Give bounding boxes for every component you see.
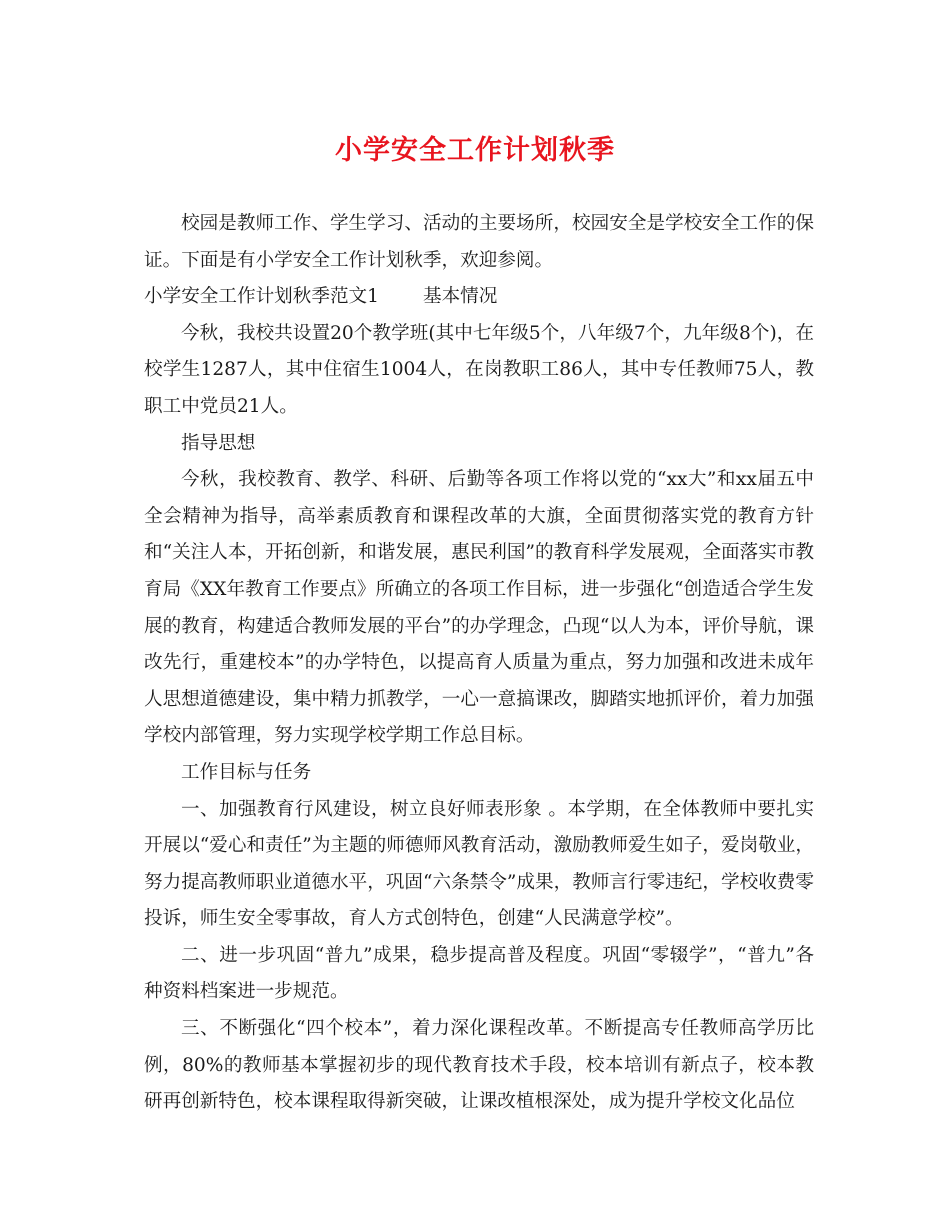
section-heading: 基本情况 [422, 286, 498, 308]
goal-3-paragraph: 三、不断强化“四个校本”，着力深化课程改革。不断提高专任教师高学历比例，80%的教师基本掌握初步的现代教育技术手段，校本培训有新点子，校本教研再创新特色，校本课程取得新突破，让课改植根深处，成为提升学校文化品位 [144, 1018, 814, 1113]
basic-info-paragraph: 今秋，我校共设置20个教学班(其中七年级5个，八年级7个，九年级8个)，在校学生1287人，其中住宿生1004人，在岗教职工86人，其中专任教师75人，教职工中党员21人。 [144, 322, 814, 417]
goal-2-paragraph: 二、进一步巩固“普九”成果，稳步提高普及程度。巩固“零辍学”，“普九”各种资料档案进一步规范。 [144, 944, 814, 1003]
guiding-paragraph: 今秋，我校教育、教学、科研、后勤等各项工作将以党的“xx大”和xx届五中全会精神为指导，高举素质教育和课程改革的大旗，全面贯彻落实党的教育方针和“关注人本，开拓创新，和谐发展，惠民利国”的教育科学发展观，全面落实市教育局《XX年教育工作要点》所确立的各项工作目标，进一步强化“创造适合学生发展的教育，构建适合教师发展的平台”的办学理念，凸现“以人为本，评价导航，课改先行，重建校本”的办学特色，以提高育人质量为重点，努力加强和改进未成年人思想道德建设，集中精力抓教学，一心一意搞课改，脚踏实地抓评价，着力加强学校内部管理，努力实现学校学期工作总目标。 [144, 469, 814, 747]
guiding-heading: 指导思想 [181, 432, 256, 454]
document-title: 小学安全工作计划秋季 [335, 135, 615, 166]
intro-paragraph: 校园是教师工作、学生学习、活动的主要场所，校园安全是学校安全工作的保证。下面是有小学安全工作计划秋季，欢迎参阅。 [144, 213, 814, 271]
document-body [144, 206, 814, 1121]
goal-1-paragraph: 一、加强教育行风建设，树立良好师表形象 。本学期，在全体教师中要扎实开展以“爱心和责任”为主题的师德师风教育活动，激励教师爱生如子，爱岗敬业，努力提高教师职业道德水平，巩固“六条禁令”成果，教师言行零违纪，学校收费零投诉，师生安全零事故，育人方式创特色，创建“人民满意学校”。 [144, 798, 814, 930]
section-line [144, 279, 814, 316]
section-label: 小学安全工作计划秋季范文1 [144, 286, 379, 308]
goals-heading: 工作目标与任务 [181, 761, 312, 783]
